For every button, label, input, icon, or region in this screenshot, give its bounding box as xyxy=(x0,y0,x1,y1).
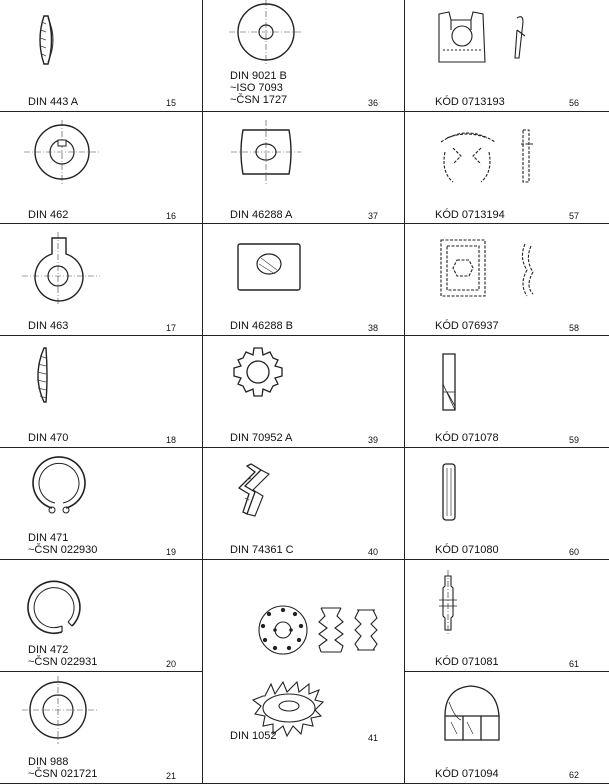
cell-15 xyxy=(0,0,203,112)
cell-62 xyxy=(405,672,609,784)
part-number: 38 xyxy=(367,323,378,333)
cell-40 xyxy=(203,448,405,560)
part-number: 36 xyxy=(367,98,378,108)
part-number: 56 xyxy=(568,98,579,108)
cell-19 xyxy=(0,448,203,560)
cell-58 xyxy=(405,224,609,336)
part-number: 58 xyxy=(568,323,579,333)
timber-connector-icon xyxy=(203,560,405,784)
part-label: KÓD 0713194 xyxy=(435,209,505,221)
part-label: DIN 1052 xyxy=(230,730,277,742)
part-label: KÓD 071094 xyxy=(435,768,499,780)
part-number: 37 xyxy=(367,211,378,221)
cell-18 xyxy=(0,336,203,448)
part-label: KÓD 071080 xyxy=(435,544,499,556)
part-number: 40 xyxy=(367,547,378,557)
part-number: 17 xyxy=(165,323,176,333)
cell-61 xyxy=(405,560,609,672)
cell-39 xyxy=(203,336,405,448)
part-number: 62 xyxy=(568,770,579,780)
part-label: DIN 462 xyxy=(28,209,69,221)
cell-60 xyxy=(405,448,609,560)
part-number: 18 xyxy=(165,435,176,445)
cell-38 xyxy=(203,224,405,336)
cell-17 xyxy=(0,224,203,336)
tab-lock-washer-icon xyxy=(0,112,203,224)
cell-21 xyxy=(0,672,203,784)
part-number: 15 xyxy=(165,98,176,108)
part-number: 19 xyxy=(165,547,176,557)
cell-37 xyxy=(203,112,405,224)
part-label: DIN 463 xyxy=(28,320,69,332)
retaining-clip-icon xyxy=(405,112,609,224)
part-number: 20 xyxy=(165,659,176,669)
cell-59 xyxy=(405,336,609,448)
part-label: DIN 46288 B xyxy=(230,320,293,332)
cell-56 xyxy=(405,0,609,112)
part-label: DIN 443 A xyxy=(28,96,79,108)
part-label: DIN 470 xyxy=(28,432,69,444)
part-number: 59 xyxy=(568,435,579,445)
part-label: DIN 472 ~ČSN 022931 xyxy=(28,644,98,668)
cell-16 xyxy=(0,112,203,224)
part-label: DIN 988 ~ČSN 021721 xyxy=(28,756,98,780)
part-number: 21 xyxy=(165,771,176,781)
part-label: DIN 46288 A xyxy=(230,209,293,221)
part-number: 61 xyxy=(568,659,579,669)
cell-36 xyxy=(203,0,405,112)
part-label: KÓD 0713193 xyxy=(435,96,505,108)
part-number: 57 xyxy=(568,211,579,221)
part-label: KÓD 071078 xyxy=(435,432,499,444)
part-number: 41 xyxy=(367,733,378,743)
part-number: 60 xyxy=(568,547,579,557)
cell-57 xyxy=(405,112,609,224)
part-number: 39 xyxy=(367,435,378,445)
part-label: DIN 471 ~ČSN 022930 xyxy=(28,532,98,556)
part-label: KÓD 076937 xyxy=(435,320,499,332)
part-label: DIN 74361 C xyxy=(230,544,294,556)
cell-20 xyxy=(0,560,203,672)
square-washer-icon xyxy=(203,112,405,224)
part-label: DIN 9021 B ~ISO 7093 ~ČSN 1727 xyxy=(230,70,288,106)
part-number: 16 xyxy=(165,211,176,221)
part-label: KÓD 071081 xyxy=(435,656,499,668)
part-label: DIN 70952 A xyxy=(230,432,293,444)
cell-41 xyxy=(203,560,405,784)
